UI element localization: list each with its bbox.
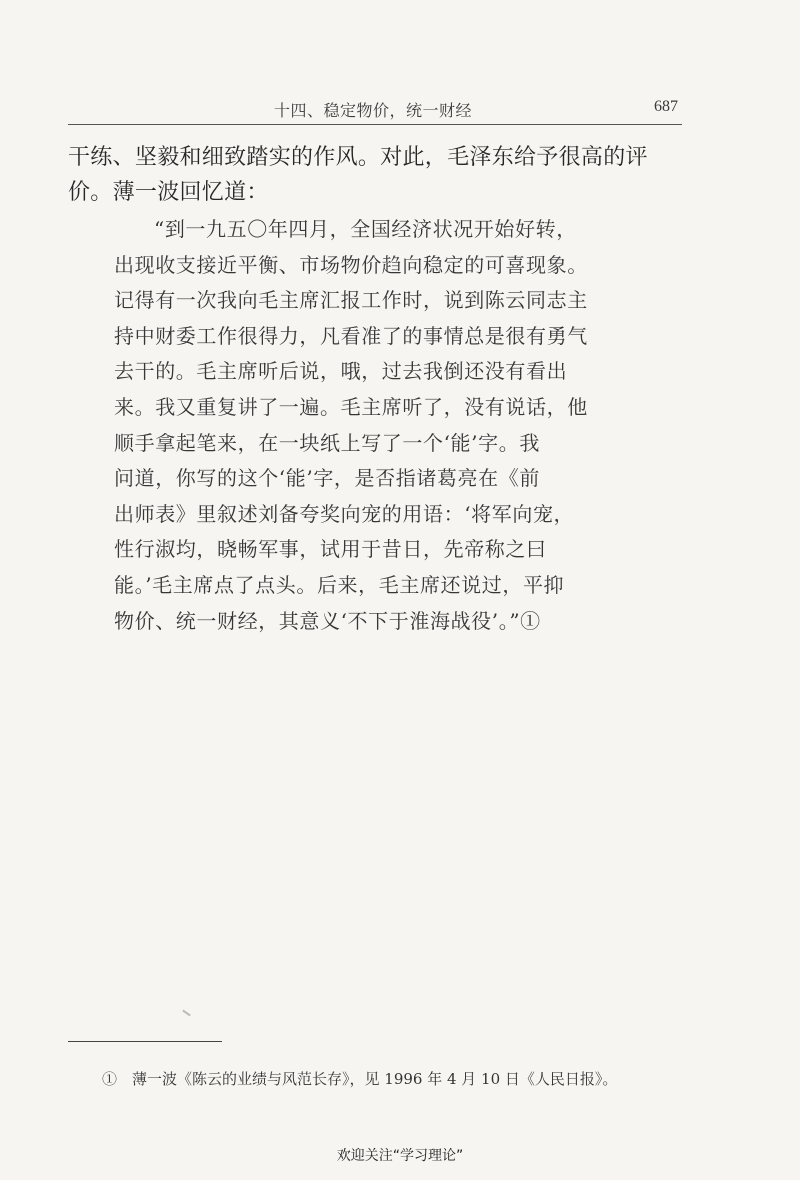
quote-line: 能。’毛主席点了点头。后来，毛主席还说过，平抑 [114, 572, 565, 597]
quote-line: 物价、统一财经，其意义‘不下于淮海战役’。”① [114, 608, 541, 633]
page-number: 687 [654, 98, 678, 115]
block-quote [114, 212, 674, 639]
quote-line: 去干的。毛主席听后说，哦，过去我倒还没有看出 [114, 359, 568, 384]
quote-line: 性行淑均，晓畅军事，试用于昔日，先帝称之曰 [114, 537, 547, 562]
header-rule [68, 124, 682, 125]
footnote: ① 薄一波《陈云的业绩与风范长存》，见 1996 年 4 月 10 日《人民日报》。 [102, 1070, 618, 1088]
quote-line: 顺手拿起笔来，在一块纸上写了一个‘能’字。我 [114, 430, 540, 455]
body-line: 干练、坚毅和细致踏实的作风。对此，毛泽东给予很高的评 [68, 145, 648, 170]
quote-line: “到一九五〇年四月，全国经济状况开始好转， [154, 217, 577, 241]
quote-line: 来。我又重复讲了一遍。毛主席听了，没有说话，他 [114, 394, 588, 419]
quote-line: 出师表》里叙述刘备夸奖向宠的用语：‘将军向宠， [114, 501, 575, 526]
quote-line: 持中财委工作很得力，凡看准了的事情总是很有勇气 [114, 323, 588, 348]
chapter-title: 十四、稳定物价，统一财经 [274, 101, 473, 120]
page-footer: 欢迎关注“学习理论” [336, 1148, 464, 1164]
quote-line: 问道，你写的这个‘能’字，是否指诸葛亮在《前 [114, 466, 540, 491]
quote-line: 出现收支接近平衡、市场物价趋向稳定的可喜现象。 [114, 252, 588, 277]
quote-line: 记得有一次我向毛主席汇报工作时，说到陈云同志主 [114, 288, 588, 313]
running-head [68, 98, 682, 120]
footnote-rule [68, 1041, 222, 1042]
body-line: 价。薄一波回忆道： [68, 180, 269, 205]
scan-speck [182, 1010, 191, 1017]
body-paragraph [68, 140, 688, 210]
